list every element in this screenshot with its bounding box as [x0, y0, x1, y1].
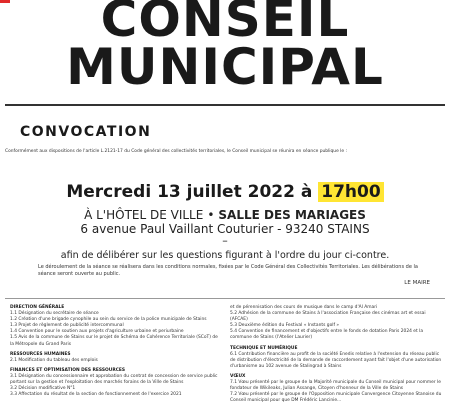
venue-hall: SALLE DES MARIAGES [218, 208, 366, 222]
agenda-item: 6.1 Contribution financière au profit de la société Enedis relative à l'extension du réseau public de distribution d'électricité de la demande de raccordement ayant fait l'objet d'une autorisation d'urbanisme au 102 avenue de Stalingrad à Stains [230, 351, 442, 369]
agenda-item: 5.3 Deuxième édition du Festival « Instants golf » [230, 323, 340, 329]
procedure-text: Le déroulement de la séance se réalisera dans les conditions normales, fixées par le Code Général des Collectivités Territoriales. Les délibérations de la séance seront ouverte au public. [38, 264, 418, 277]
agenda-item: 1.1 Désignation du secrétaire de séance [10, 311, 99, 317]
date-text: Mercredi 13 juillet 2022 à [66, 182, 319, 202]
agenda-item: 3.1 Désignation du concessionnaire et approbation du contrat de concession de service public portant sur la gestion et l'exploitation des marchés forains de la Ville de Stains [10, 373, 218, 386]
agenda-right-column [230, 305, 442, 404]
venue-place: À L'HÔTEL DE VILLE [84, 208, 204, 222]
agenda-left-column [10, 305, 222, 398]
venue-bullet: • [207, 208, 215, 222]
agenda-divider [5, 298, 445, 299]
agenda-item: 7.2 Vœu présenté par le groupe de l'Opposition municipale Convergence Citoyenne Stanoise du Conseil municipal pour que DM Frédéric Lancinie... [230, 392, 442, 404]
agenda-item: 1.5 Avis de la commune de Stains sur le projet de Schéma de Cohérence Territoriale (SCoT) de la Métropole du Grand Paris [10, 335, 218, 347]
agenda-item: 5.2 Adhésion de la commune de Stains à l'association Française des cinémas art et essai (AFCAE) [230, 311, 426, 323]
title-line-1: CONSEIL [100, 0, 350, 48]
purpose-text: afin de délibérer sur les questions figurant à l'ordre du jour ci-contre. [60, 250, 390, 261]
agenda-section-title: RESSOURCES HUMAINES [10, 351, 71, 357]
separator-dash: – [222, 234, 228, 247]
agenda-item: 3.2 Décision modificative N°1 [10, 386, 76, 392]
venue [0, 208, 450, 222]
agenda-section-title: TECHNIQUE ET NUMÉRIQUE [230, 345, 298, 351]
agenda-section-title: DIRECTION GÉNÉRALE [10, 305, 65, 310]
agenda-item: 1.3 Projet de règlement de publicité intercommunal [10, 323, 124, 329]
meeting-time: 17h00 [318, 182, 383, 202]
legal-notice: Conformément aux dispositions de l'article L.2121-17 du Code général des collectivités territoriales, le Conseil municipal se réunira en séance publique le : [5, 149, 347, 154]
agenda-item: et de pérennisation des cours de musique dans le camp d'Al Amari [230, 305, 378, 310]
agenda-item: 5.4 Convention de financement et d'objectifs entre le fonds de dotation Paris 2024 et la commune de Stains (l'Atelier Laurier) [230, 329, 424, 341]
meeting-date [0, 182, 450, 202]
agenda-item: 2.1 Modification du tableau des emplois [10, 357, 98, 363]
signature: LE MAIRE [404, 280, 430, 286]
venue-address: 6 avenue Paul Vaillant Couturier - 93240 STAINS [80, 222, 370, 236]
header-divider [5, 104, 445, 106]
title-line-2: MUNICIPAL [66, 38, 384, 96]
agenda-item: 1.4 Convention pour le soutien aux projets d'agriculture urbaine et periurbaine [10, 329, 184, 335]
agenda-item: 1.2 Création d'une brigade cynophile au sein du service de la police municipale de Stains [10, 317, 207, 323]
agenda-item: 7.1 Vœu présenté par le groupe de la Majorité municipale du Conseil municipal pour nommer le fondateur de Wikileaks, Julian Assange, Citoyen d'honneur de la Ville de Stains [230, 380, 442, 392]
agenda-section-title: FINANCES ET OPTIMISATION DES RESSOURCES [10, 367, 126, 373]
agenda-item: 3.3 Affectation du résultat de la section de fonctionnement de l'exercice 2021 [10, 392, 182, 398]
agenda-section-title: VŒUX [230, 373, 246, 379]
convocation-heading: CONVOCATION [20, 124, 152, 140]
